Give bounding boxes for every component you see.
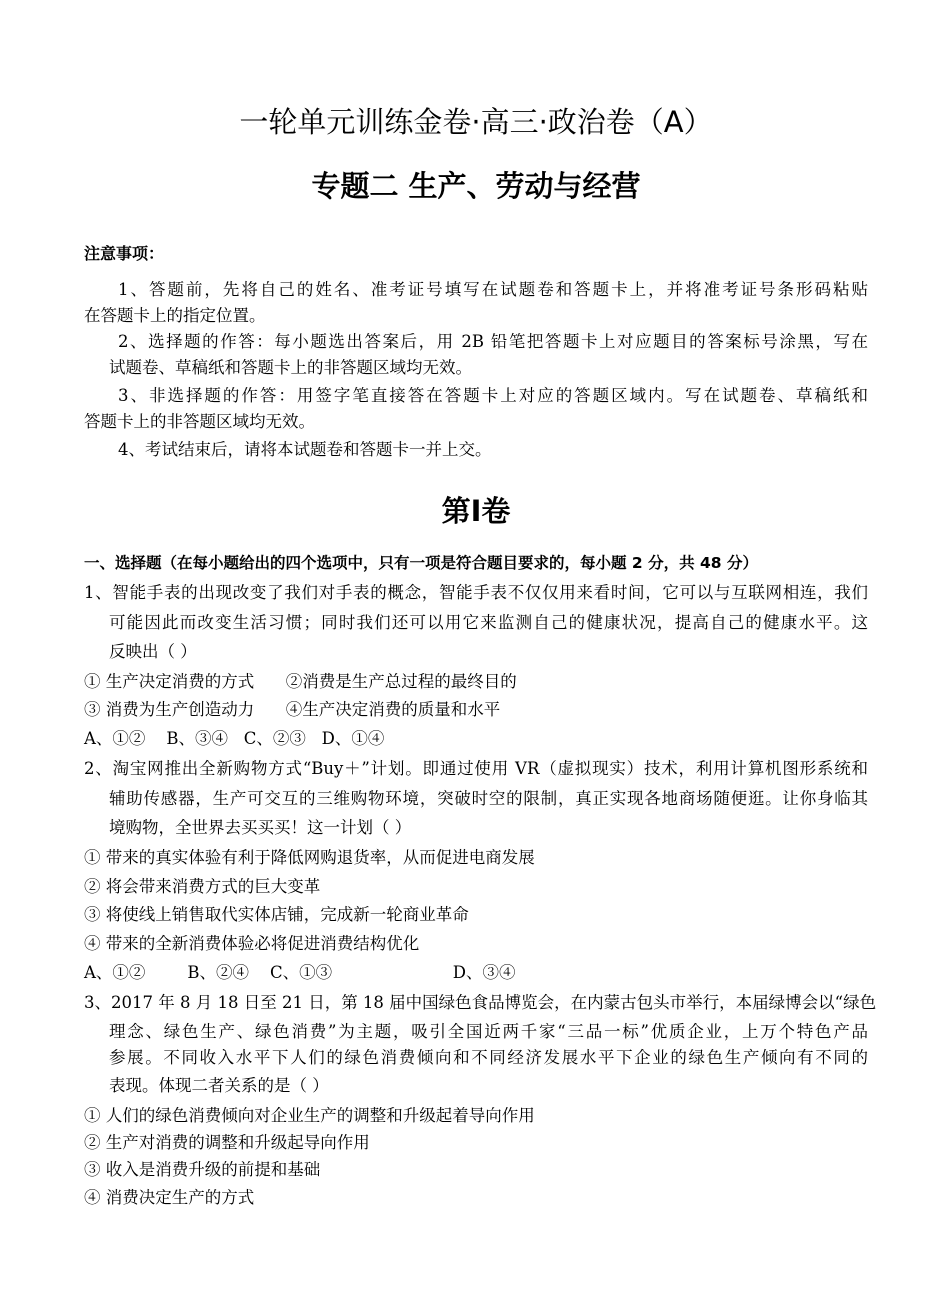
question-3-option: ④ 消费决定生产的方式 <box>84 1188 255 1207</box>
question-1-line: 反映出（ ） <box>109 642 197 661</box>
exam-title: 一轮单元训练金卷·高三·政治卷（A） <box>239 105 713 139</box>
question-3-option: ① 人们的绿色消费倾向对企业生产的调整和升级起着导向作用 <box>84 1106 535 1125</box>
question-1-option: ③ 消费为生产创造动力 ④生产决定消费的质量和水平 <box>84 700 501 719</box>
exam-subtitle: 专题二 生产、劳动与经营 <box>311 169 641 203</box>
question-2-line: 2、淘宝网推出全新购物方式“Buy＋”计划。即通过使用 VR（虚拟现实）技术，利用计算机图形系统和 <box>84 759 868 778</box>
question-3-line: 3、2017 年 8 月 18 日至 21 日，第 18 届中国绿色食品博览会，在内蒙古包头市举行，本届绿博会以“绿色 <box>84 993 877 1012</box>
section-heading: 一、选择题（在每小题给出的四个选项中，只有一项是符合题目要求的，每小题 2 分，共 48 分） <box>84 554 758 572</box>
notice-line: 3、非选择题的作答：用签字笔直接答在答题卡上对应的答题区域内。写在试题卷、草稿纸和 <box>118 386 868 405</box>
question-3-line: 参展。不同收入水平下人们的绿色消费倾向和不同经济发展水平下企业的绿色生产倾向有不同的 <box>109 1048 868 1067</box>
question-1-line: 1、智能手表的出现改变了我们对手表的概念，智能手表不仅仅用来看时间，它可以与互联网相连，我们 <box>84 583 868 602</box>
question-3-option: ② 生产对消费的调整和升级起导向作用 <box>84 1133 370 1152</box>
notice-line: 2、选择题的作答：每小题选出答案后，用 2B 铅笔把答题卡上对应题目的答案标号涂黑，写在 <box>118 332 868 351</box>
question-2-option: ③ 将使线上销售取代实体店铺，完成新一轮商业革命 <box>84 905 469 924</box>
notice-line: 4、考试结束后，请将本试题卷和答题卡一并上交。 <box>118 440 492 459</box>
volume-title: 第Ⅰ卷 <box>441 494 511 528</box>
notice-line: 答题卡上的非答题区域均无效。 <box>84 412 315 431</box>
question-2-option: ① 带来的真实体验有利于降低网购退货率，从而促进电商发展 <box>84 848 535 867</box>
notice-line: 1、答题前，先将自己的姓名、准考证号填写在试题卷和答题卡上，并将准考证号条形码粘贴 <box>118 280 868 299</box>
question-1-option: ① 生产决定消费的方式 ②消费是生产总过程的最终目的 <box>84 672 517 691</box>
question-2-line: 境购物，全世界去买买买！这一计划（ ） <box>109 818 412 837</box>
notice-line: 试题卷、草稿纸和答题卡上的非答题区域均无效。 <box>109 358 472 377</box>
question-1-line: 可能因此而改变生活习惯；同时我们还可以用它来监测自己的健康状况，提高自己的健康水平。这 <box>109 613 868 632</box>
question-3-line: 理念、绿色生产、绿色消费”为主题，吸引全国近两千家“三品一标”优质企业，上万个特色产品 <box>109 1022 868 1041</box>
notice-line: 在答题卡上的指定位置。 <box>84 306 266 325</box>
question-3-option: ③ 收入是消费升级的前提和基础 <box>84 1160 321 1179</box>
question-3-line: 表现。体现二者关系的是（ ） <box>109 1076 329 1095</box>
question-2-option: ④ 带来的全新消费体验必将促进消费结构优化 <box>84 934 420 953</box>
question-1-answers: A、①② B、③④ C、②③ D、①④ <box>84 729 385 748</box>
question-2-line: 辅助传感器，生产可交互的三维购物环境，突破时空的限制，真正实现各地商场随便逛。让你身临其 <box>109 789 868 808</box>
notice-heading: 注意事项： <box>84 244 165 263</box>
question-2-answers: A、①② B、②④ C、①③ D、③④ <box>84 963 516 982</box>
question-2-option: ② 将会带来消费方式的巨大变革 <box>84 877 321 896</box>
